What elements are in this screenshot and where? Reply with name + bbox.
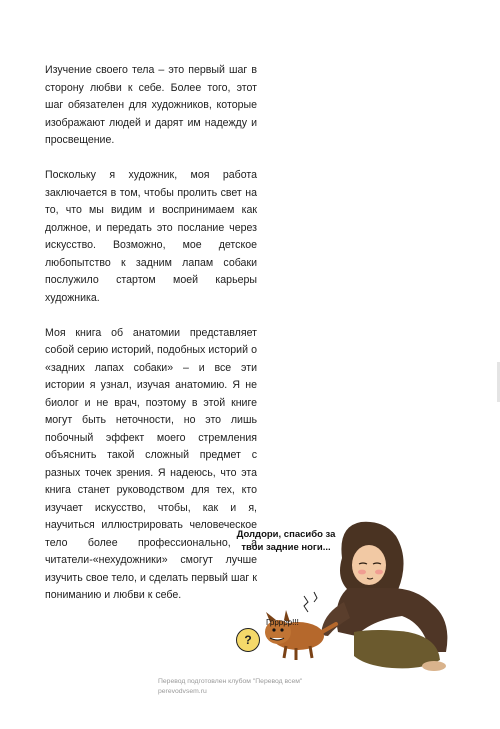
question-mark: ? — [244, 633, 252, 647]
question-bubble — [236, 628, 260, 652]
paragraph-2: Поскольку я художник, моя работа заключается в том, чтобы пролить свет на то, что мы видим и воспринимаем как должное, и передать это послание через искусство. Возможно, мое детское любопытство к задним лапам собаки послужило стартом моей карьеры художника. — [45, 169, 257, 304]
growl-text: Гррррр!!! — [266, 618, 299, 627]
site-line[interactable]: perevodvsem.ru — [158, 688, 207, 695]
man-and-dog-drawing — [226, 520, 456, 680]
paragraph-1: Изучение своего тела – это первый шаг в сторону любви к себе. Более того, этот шаг обязателен для художников, которые изображают людей и дарят им надежду и просвещение. — [45, 64, 257, 146]
comic-illustration — [226, 520, 456, 680]
speech-text: Долдори, спасибо за твои задние ноги... — [236, 529, 336, 553]
translation-credit — [158, 677, 348, 697]
credit-line: Перевод подготовлен клубом "Перевод всем" — [158, 678, 303, 685]
paragraph-3: Моя книга об анатомии представляет собой серию историй, подобных историй о «задних лапах собаки» – и все эти истории я узнал, изучая анатомию. Я не биолог и не врач, поэтому в этой книге могут быть неточности, но это лишь побочный эффект моего стремления объяснить такой сложный предмет с разных точек зрения. Я надеюсь, что эта книга станет руководством для тех, кто изучает искусство, чтобы, как и я, научиться иллюстрировать человеческое тело более профессионально, а читатели-«нехудожники» смогут лучше изучить свое тело, и сделать первый шаг к пониманию и любви к себе. — [45, 326, 257, 601]
